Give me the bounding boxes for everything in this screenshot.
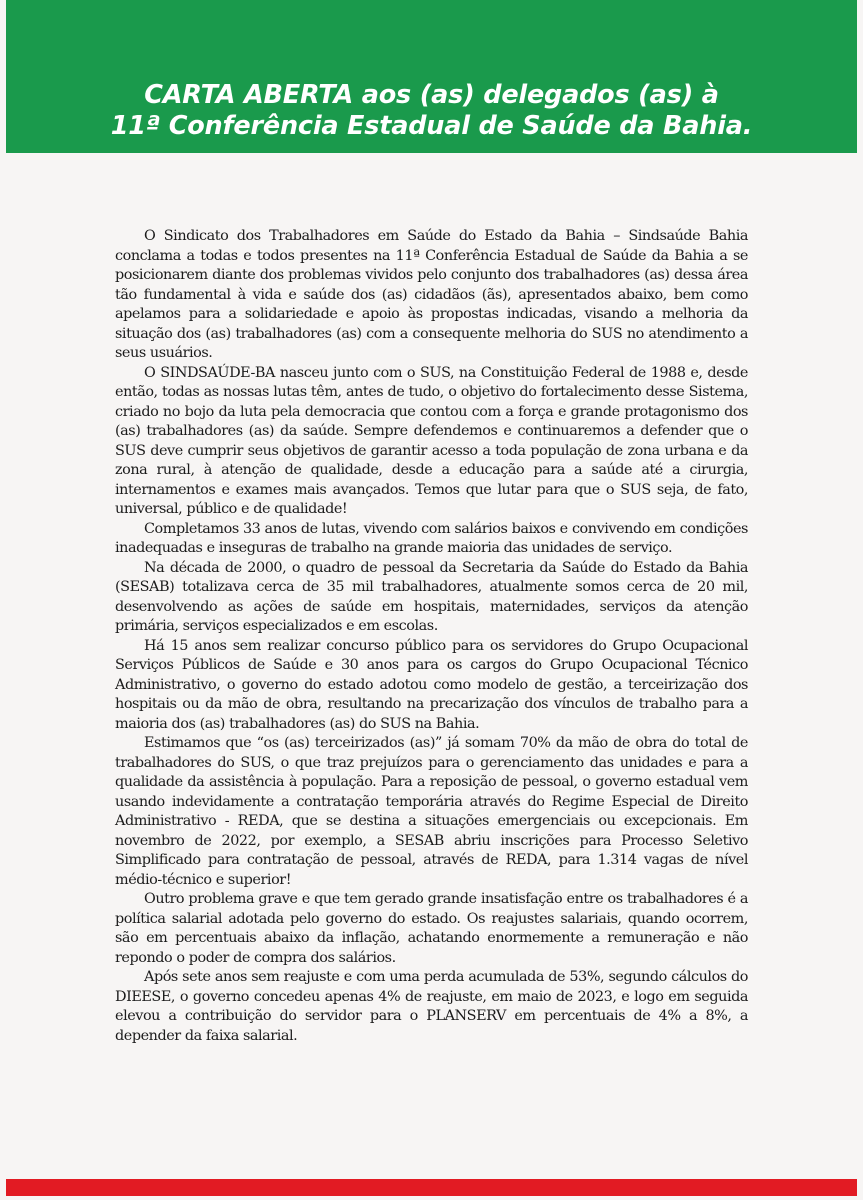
paragraph-1: O Sindicato dos Trabalhadores em Saúde do Estado da Bahia – Sindsaúde Bahia conclama a todas e todos presentes na 11ª Conferência Estadual de Saúde da Bahia a se posicionarem diante dos problemas vividos pelo conjunto dos trabalhadores (as) dessa área tão fundamental à vida e saúde dos (as) cidadãos (ãs), apresentados abaixo, bem como apelamos para a solidariedade e apoio às propostas indicadas, visando a melhoria da situação dos (as) trabalhadores (as) com a consequente melhoria do SUS no atendimento a seus usuários. [115,228,748,361]
footer-band [6,1179,857,1196]
paragraph-6: Estimamos que “os (as) terceirizados (as)” já somam 70% da mão de obra do total de trabalhadores do SUS, o que traz prejuízos para o gerenciamento das unidades e para a qualidade da assistência à população. Para a reposição de pessoal, o governo estadual vem usando indevidamente a contratação temporária através do Regime Especial de Direito Administrativo - REDA, que se destina a situações emergenciais ou excepcionais. Em novembro de 2022, por exemplo, a SESAB abriu inscrições para Processo Seletivo Simplificado para contratação de pessoal, através de REDA, para 1.314 vagas de nível médio-técnico e superior! [115,735,748,888]
paragraph-2: O SINDSAÚDE-BA nasceu junto com o SUS, na Constituição Federal de 1988 e, desde então, todas as nossas lutas têm, antes de tudo, o objetivo do fortalecimento desse Sistema, criado no bojo da luta pela democracia que contou com a força e grande protagonismo dos (as) trabalhadores (as) da saúde. Sempre defendemos e continuaremos a defender que o SUS deve cumprir seus objetivos de garantir acesso a toda população de zona urbana e da zona rural, à atenção de qualidade, desde a educação para a saúde até a cirurgia, internamentos e exames mais avançados. Temos que lutar para que o SUS seja, de fato, universal, público e de qualidade! [115,364,748,517]
paragraph-7: Outro problema grave e que tem gerado grande insatisfação entre os trabalhadores é a política salarial adotada pelo governo do estado. Os reajustes salariais, quando ocorrem, são em percentuais abaixo da inflação, achatando enormemente a remuneração e não repondo o poder de compra dos salários. [115,891,748,966]
header-band [6,0,857,153]
title-line-1: CARTA ABERTA aos (as) delegados (as) à [144,80,719,110]
title-line-2: 11ª Conferência Estadual de Saúde da Bahia. [110,111,753,141]
paragraph-4: Na década de 2000, o quadro de pessoal da Secretaria da Saúde do Estado da Bahia (SESAB) totalizava cerca de 35 mil trabalhadores, atualmente somos cerca de 20 mil, desenvolvendo as ações de saúde em hospitais, maternidades, serviços da atenção primária, serviços especializados e em escolas. [115,559,748,634]
page-title [6,80,857,142]
paragraph-5: Há 15 anos sem realizar concurso público para os servidores do Grupo Ocupacional Serviços Públicos de Saúde e 30 anos para os cargos do Grupo Ocupacional Técnico Administrativo, o governo do estado adotou como modelo de gestão, a terceirização dos hospitais ou da mão de obra, resultando na precarização dos vínculos de trabalho para a maioria dos (as) trabalhadores (as) do SUS na Bahia. [115,637,748,732]
letter-body [115,227,748,1046]
paragraph-3: Completamos 33 anos de lutas, vivendo com salários baixos e convivendo em condições inadequadas e inseguras de trabalho na grande maioria das unidades de serviço. [115,520,748,556]
paragraph-8: Após sete anos sem reajuste e com uma perda acumulada de 53%, segundo cálculos do DIEESE, o governo concedeu apenas 4% de reajuste, em maio de 2023, e logo em seguida elevou a contribuição do servidor para o PLANSERV em percentuais de 4% a 8%, a depender da faixa salarial. [115,969,748,1044]
